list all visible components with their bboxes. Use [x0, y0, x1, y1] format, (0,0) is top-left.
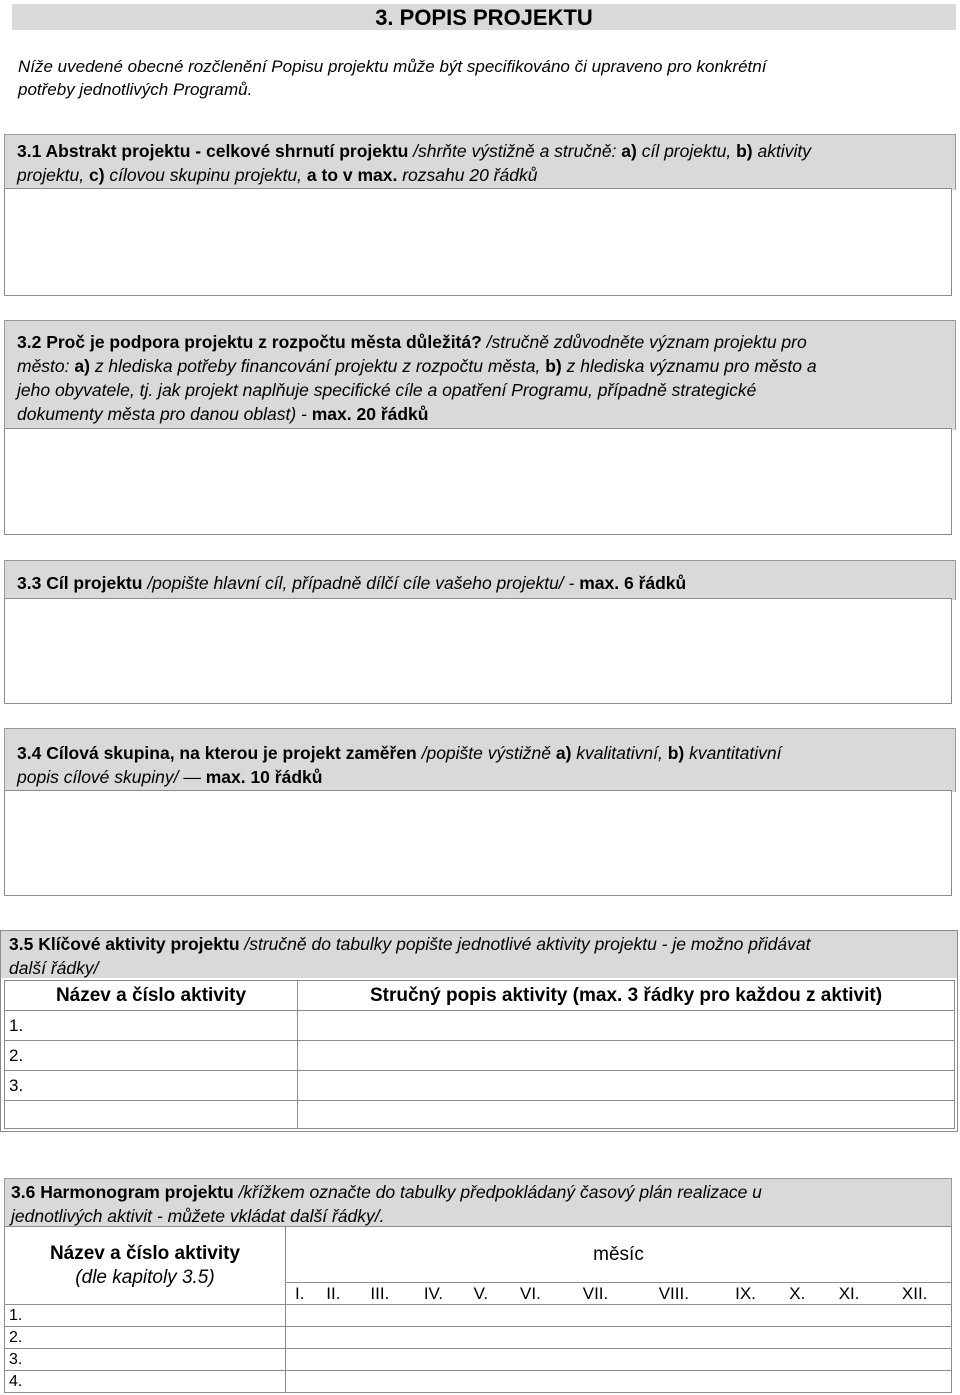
schedule-table: [4, 1226, 952, 1393]
schedule-months-cell[interactable]: [286, 1349, 952, 1371]
section-3-4-line-2: popis cílové skupiny/ — max. 10 řádků: [17, 767, 323, 787]
activities-row[interactable]: [5, 1071, 955, 1101]
section-3-6-line-2: jednotlivých aktivit - můžete vkládat další řádky/.: [11, 1206, 385, 1226]
section-3-4-line-1: 3.4 Cílová skupina, na kterou je projekt zaměřen /popište výstižně a) kvalitativní, b) kvantitativní: [17, 743, 782, 763]
month-header: VIII.: [631, 1283, 716, 1305]
section-3-1-line-2: projektu, c) cílovou skupinu projektu, a to v max. rozsahu 20 řádků: [17, 165, 538, 185]
section-3-4-answer-box[interactable]: [4, 790, 952, 896]
activity-description-cell[interactable]: [298, 1101, 955, 1129]
schedule-col-name-sublabel: (dle kapitoly 3.5): [75, 1266, 215, 1288]
month-header: I.: [286, 1283, 314, 1305]
schedule-months-cell[interactable]: [286, 1327, 952, 1349]
section-3-2-heading: [4, 320, 956, 430]
activities-col-description: Stručný popis aktivity (max. 3 řádky pro každou z aktivit): [298, 981, 955, 1011]
schedule-month-label: měsíc: [286, 1227, 952, 1283]
month-header: XI.: [820, 1283, 878, 1305]
schedule-months-cell[interactable]: [286, 1371, 952, 1393]
section-3-6-line-1: 3.6 Harmonogram projektu /křížkem označte do tabulky předpokládaný časový plán realizace u: [11, 1182, 762, 1202]
section-3-1-heading: [4, 134, 956, 190]
schedule-activity-number: 3.: [5, 1349, 286, 1371]
section-3-5-heading: [1, 931, 957, 978]
schedule-activity-number: 2.: [5, 1327, 286, 1349]
month-header: XII.: [878, 1283, 951, 1305]
section-3-1-line-1: 3.1 Abstrakt projektu - celkové shrnutí projektu /shrňte výstižně a stručně: a) cíl projektu, b) aktivity: [17, 141, 811, 161]
month-header: X.: [775, 1283, 820, 1305]
month-header: VI.: [501, 1283, 559, 1305]
activities-col-name: Název a číslo aktivity: [5, 981, 298, 1011]
section-3-2-line-3: jeho obyvatele, tj. jak projekt naplňuje specifické cíle a opatření Programu, případně strategické: [17, 380, 757, 400]
schedule-months-cell[interactable]: [286, 1305, 952, 1327]
activities-row[interactable]: [5, 1101, 955, 1129]
activity-description-cell[interactable]: [298, 1011, 955, 1041]
activities-table: [4, 980, 955, 1129]
activity-number: 3.: [5, 1071, 298, 1101]
schedule-row[interactable]: [5, 1349, 952, 1371]
section-3-2-answer-box[interactable]: [4, 428, 952, 535]
schedule-activity-number: 4.: [5, 1371, 286, 1393]
intro-line-2: potřeby jednotlivých Programů.: [18, 80, 253, 99]
intro-text: [18, 55, 948, 101]
schedule-header-row-1: [5, 1227, 952, 1283]
section-3-5-line-1: 3.5 Klíčové aktivity projektu /stručně do tabulky popište jednotlivé aktivity projektu - je možno přidávat: [9, 934, 811, 954]
section-3-3-answer-box[interactable]: [4, 598, 952, 704]
schedule-activity-number: 1.: [5, 1305, 286, 1327]
month-header: VII.: [560, 1283, 632, 1305]
section-3-5-line-2: další řádky/: [9, 958, 99, 978]
intro-line-1: Níže uvedené obecné rozčlenění Popisu projektu může být specifikováno či upraveno pro konkrétní: [18, 57, 767, 76]
month-header: V.: [460, 1283, 501, 1305]
activities-header-row: [5, 981, 955, 1011]
section-3-3-line-1: 3.3 Cíl projektu /popište hlavní cíl, případně dílčí cíle vašeho projektu/ - max. 6 řádků: [17, 573, 687, 593]
schedule-row[interactable]: [5, 1327, 952, 1349]
page-title: 3. POPIS PROJEKTU: [12, 4, 956, 30]
activities-row[interactable]: [5, 1041, 955, 1071]
month-header: IX.: [716, 1283, 774, 1305]
section-3-6-heading: [4, 1178, 952, 1226]
section-3-2-line-2: město: a) z hlediska potřeby financování projektu z rozpočtu města, b) z hlediska významu pro město a: [17, 356, 817, 376]
schedule-col-name-label: Název a číslo aktivity: [49, 1242, 241, 1264]
section-3-1-answer-box[interactable]: [4, 188, 952, 296]
section-3-4-heading: [4, 728, 956, 792]
section-3-3-heading: [4, 560, 956, 600]
section-3-2-line-1: 3.2 Proč je podpora projektu z rozpočtu města důležitá? /stručně zdůvodněte význam projektu pro: [17, 332, 807, 352]
month-header: II.: [313, 1283, 353, 1305]
schedule-row[interactable]: [5, 1371, 952, 1393]
activity-description-cell[interactable]: [298, 1071, 955, 1101]
activity-number: [5, 1101, 298, 1129]
activity-number: 1.: [5, 1011, 298, 1041]
activities-row[interactable]: [5, 1011, 955, 1041]
section-3-2-line-4: dokumenty města pro danou oblast) - max. 20 řádků: [17, 404, 429, 424]
schedule-col-name: [5, 1227, 286, 1305]
activity-number: 2.: [5, 1041, 298, 1071]
schedule-row[interactable]: [5, 1305, 952, 1327]
month-header: III.: [353, 1283, 406, 1305]
month-header: IV.: [406, 1283, 460, 1305]
activity-description-cell[interactable]: [298, 1041, 955, 1071]
